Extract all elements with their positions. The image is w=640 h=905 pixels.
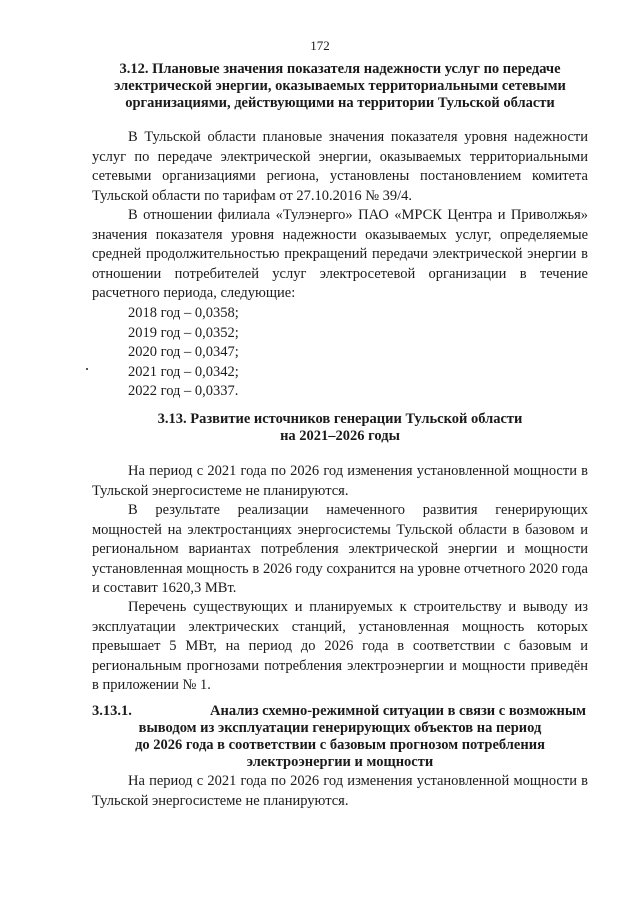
section-3-13-1-heading-line-2: выводом из эксплуатации генерирующих объектов на период bbox=[138, 720, 542, 736]
section-3-13-heading bbox=[92, 411, 588, 445]
section-3-12-paragraph-1: В Тульской области плановые значения показателя уровня надежности услуг по передаче электрической энергии, оказываемых территориальными сетевыми организациями региона, установлены постановлением комитета Тульской области по тарифам от 27.10.2016 № 39/4. bbox=[92, 129, 588, 204]
section-3-13-paragraph-1: На период с 2021 года по 2026 год изменения установленной мощности в Тульской энергосистеме не планируются. bbox=[92, 463, 588, 499]
section-3-13-1-heading-text-1: Анализ схемно-режимной ситуации в связи с возможным bbox=[210, 703, 587, 719]
list-item: 2018 год – 0,0358; bbox=[128, 305, 239, 321]
section-3-12-paragraph-2: В отношении филиала «Тулэнерго» ПАО «МРСК Центра и Приволжья» значения показателя уровня надежности оказываемых услуг, определяемые средней продолжительностью прекращений передачи электрической энергии в отношении потребителей услуг электросетевой организации в течение расчетного периода, следующие: bbox=[92, 207, 588, 301]
section-3-13-1-heading-line-1 bbox=[92, 703, 588, 720]
page-number: 172 bbox=[310, 38, 330, 53]
reliability-values-list bbox=[128, 304, 239, 402]
section-3-13-1-heading-line-3: до 2026 года в соответствии с базовым прогнозом потребления bbox=[135, 737, 545, 753]
list-item: 2021 год – 0,0342; bbox=[128, 363, 239, 380]
list-item: 2022 год – 0,0337. bbox=[128, 383, 239, 399]
section-3-13-paragraph-2: В результате реализации намеченного развития генерирующих мощностей на электростанциях энергосистемы Тульской области в базовом и региональном вариантах потребления электрической энергии и мощности установленная мощность в 2026 году сохранится на уровне отчетного 2020 года и составит 1620,3 МВт. bbox=[92, 502, 588, 596]
section-3-13-paragraph-3: Перечень существующих и планируемых к строительству и выводу из эксплуатации электрических станций, установленная мощность которых превышает 5 МВт, на период до 2026 года в соответствии с базовым и региональным прогнозами потребления электроэнергии и мощности приведён в приложении № 1. bbox=[92, 599, 588, 693]
section-3-13-1-paragraph-1: На период с 2021 года по 2026 год изменения установленной мощности в Тульской энергосистеме не планируются. bbox=[92, 773, 588, 809]
section-3-13-1-heading-line-4: электроэнергии и мощности bbox=[246, 754, 434, 770]
scan-speck bbox=[86, 368, 88, 370]
section-3-13-heading-line-2: на 2021–2026 годы bbox=[280, 428, 400, 444]
section-3-13-1-number: 3.13.1. bbox=[92, 703, 132, 719]
section-3-12-heading: 3.12. Плановые значения показателя надежности услуг по передаче электрической энергии, оказываемых территориальными сетевыми организациями, действующими на территории Тульской области bbox=[114, 61, 566, 111]
section-3-13-1-heading bbox=[92, 703, 588, 771]
section-3-13-heading-line-1: 3.13. Развитие источников генерации Тульской области bbox=[157, 411, 523, 427]
list-item: 2019 год – 0,0352; bbox=[128, 324, 239, 341]
list-item: 2020 год – 0,0347; bbox=[128, 344, 239, 360]
